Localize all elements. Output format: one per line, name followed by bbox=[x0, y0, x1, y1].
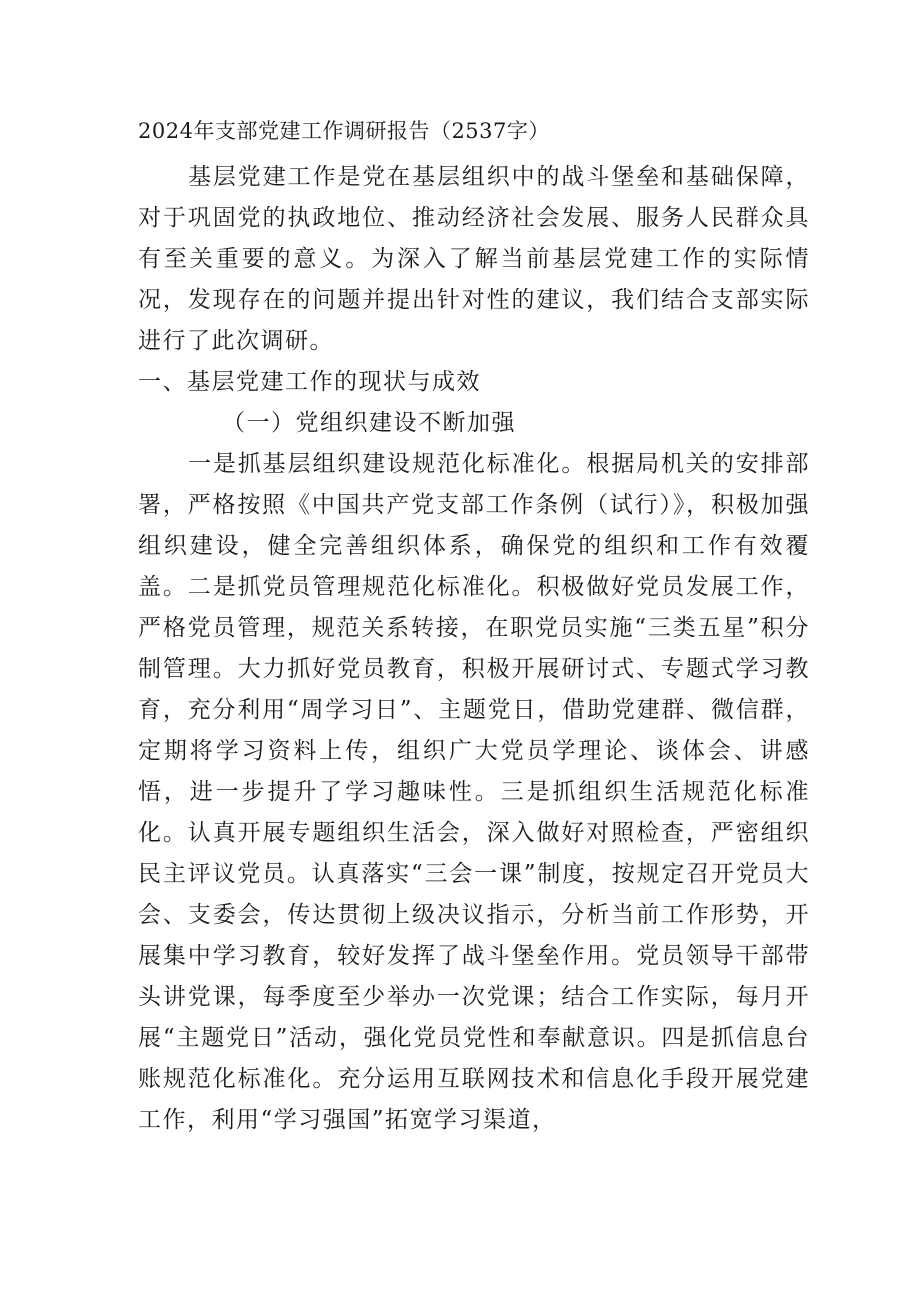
intro-paragraph: 基层党建工作是党在基层组织中的战斗堡垒和基础保障，对于巩固党的执政地位、推动经济社会发展、服务人民群众具有至关重要的意义。为深入了解当前基层党建工作的实际情况，发现存在的问题并提出针对性的建议，我们结合支部实际进行了此次调研。 bbox=[138, 164, 810, 354]
subsection-heading: （一）党组织建设不断加强 bbox=[222, 410, 516, 436]
body-paragraph: 一是抓基层组织建设规范化标准化。根据局机关的安排部署，严格按照《中国共产党支部工作条例（试行）》，积极加强组织建设，健全完善组织体系，确保党的组织和工作有效覆盖。二是抓党员管理规范化标准化。积极做好党员发展工作，严格党员管理，规范关系转接，在职党员实施“三类五星”积分制管理。大力抓好党员教育，积极开展研讨式、专题式学习教育，充分利用“周学习日”、主题党日，借助党建群、微信群，定期将学习资料上传，组织广大党员学理论、谈体会、讲感悟，进一步提升了学习趣味性。三是抓组织生活规范化标准化。认真开展专题组织生活会，深入做好对照检查，严密组织民主评议党员。认真落实“三会一课”制度，按规定召开党员大会、支委会，传达贯彻上级决议指示，分析当前工作形势，开展集中学习教育，较好发挥了战斗堡垒作用。党员领导干部带头讲党课，每季度至少举办一次党课；结合工作实际，每月开展“主题党日”活动，强化党员党性和奉献意识。四是抓信息台账规范化标准化。充分运用互联网技术和信息化手段开展党建工作，利用“学习强国”拓宽学习渠道， bbox=[138, 451, 810, 1133]
document-body bbox=[138, 157, 810, 1141]
section-heading: 一、基层党建工作的现状与成效 bbox=[138, 369, 481, 395]
document-title: 2024年支部党建工作调研报告（2537字） bbox=[138, 119, 550, 143]
